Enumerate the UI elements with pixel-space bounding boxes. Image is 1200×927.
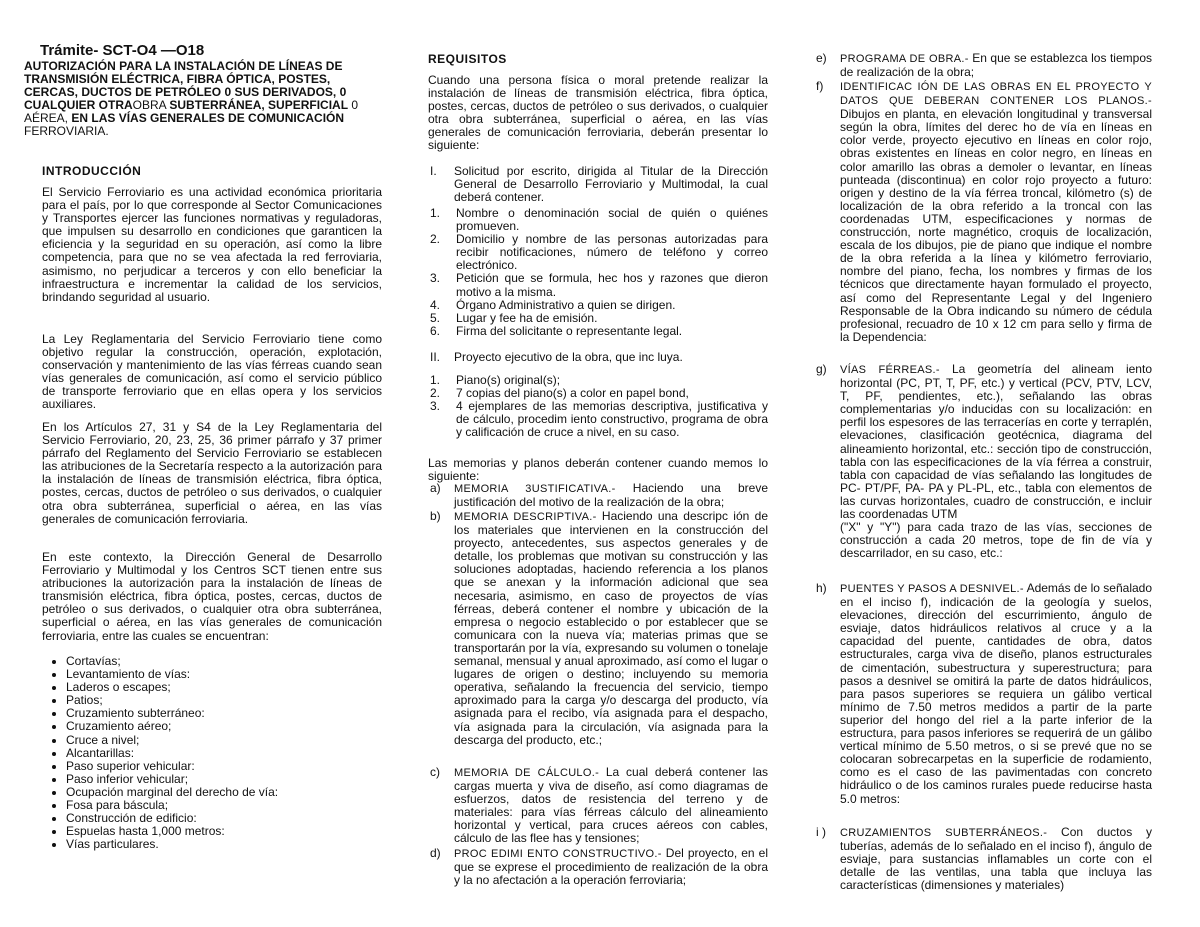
list-item: • Alcantarillas: bbox=[66, 747, 278, 760]
item-title: VÍAS FÉRREAS.- bbox=[840, 364, 940, 376]
list-item bbox=[422, 325, 768, 338]
requirement-list-1 bbox=[422, 207, 768, 338]
list-item: • Paso inferior vehicular; bbox=[66, 773, 278, 786]
intro-paragraph-1: El Servicio Ferroviario es una actividad económica prioritaria para el país, por lo que corresponde al Sector Comunicaciones y Transportes ejercer las funciones normativas y reguladoras, que impulsen su desarrollo en condiciones que garanticen la eficiencia y la seguridad en su operación, así como la libre competencia, para que no se vea afectada la red ferroviaria, asimismo, no perjudicar a terceros y con ello beneficiar la infraestructura e incrementar la calidad de los servicios, brindando seguridad al usuario. bbox=[42, 185, 382, 304]
list-text: Domicilio y nombre de las personas autorizadas para recibir notificaciones, número de teléfono y correo electrónico. bbox=[456, 232, 768, 273]
item-marker: i ) bbox=[816, 825, 826, 839]
requirement-roman-1 bbox=[430, 164, 768, 205]
memoria-justificativa bbox=[430, 481, 769, 510]
item-title: MEMORIA DESCRIPTIVA.- bbox=[454, 511, 597, 523]
item-marker: e) bbox=[816, 51, 827, 65]
requisitos-paragraph-1: Cuando una persona física o moral pretende realizar la instalación de líneas de transmisión eléctrica, fibra óptica, postes, cercas, ductos de petróleo o sus derivados, o cualquier otra obra subterránea, superficial o aérea, en las vías generales de comunicación ferroviaria, deberán presentar lo siguiente: bbox=[428, 73, 768, 153]
list-text: Lugar y fee ha de emisión. bbox=[456, 310, 598, 325]
document-heading bbox=[24, 60, 382, 139]
list-item: • Construcción de edificio: bbox=[66, 812, 278, 825]
item-text: La geometría del alineam iento horizontal (PC, PT, T, PF, etc.) y vertical (PCV, PTV, LCV, T, PF, pendientes, etc.), señalando las obras complementarias y/o inducidas con su localización: en perfil los espesores de las terracerías en corte y terraplén, elevaciones, clasificación geotécnica, diagrama del alineamiento horizontal, etc.: sección tipo de construcción, tabla con las especificaciones de la vía férrea a construir, tabla con capacidad de vías señalando las longitudes de PC- PT/PF, PA- PA y PL-PL, etc., tabla con elementos de las curvas horizontales, cuadro de construcción, e incluir las coordenadas UTM bbox=[840, 362, 1152, 522]
list-text: Firma del solicitante o representante legal. bbox=[456, 323, 683, 338]
list-item bbox=[422, 400, 768, 439]
roman-marker: II. bbox=[430, 350, 441, 364]
memoria-descriptiva bbox=[430, 509, 768, 747]
list-number: 6. bbox=[430, 323, 441, 338]
item-title: CRUZAMIENTOS SUBTERRÁNEOS.- bbox=[840, 827, 1048, 839]
list-item: • Vías particulares. bbox=[66, 838, 278, 851]
list-number: 3. bbox=[430, 399, 441, 414]
item-marker: f) bbox=[816, 79, 824, 93]
item-title: MEMORIA DE CÁLCULO.- bbox=[454, 767, 600, 779]
list-text: Órgano Administrativo a quien se dirigen. bbox=[456, 297, 676, 312]
list-text: Nombre o denominación social de quién o quiénes promueven. bbox=[456, 206, 768, 234]
item-marker: h) bbox=[816, 581, 827, 595]
list-text: 4 ejemplares de las memorias descriptiva, justificativa y de cálculo, procedim iento constructivo, programa de obra y calificación de cruce a nivel, en su caso. bbox=[456, 399, 768, 440]
programa-de-obra bbox=[816, 51, 1152, 80]
roman-text: Solicitud por escrito, dirigida al Titular de la Dirección General de Desarrollo Ferroviario y Multimodal, la cual deberá contener. bbox=[454, 164, 768, 205]
list-item: • Paso superior vehicular: bbox=[66, 760, 278, 773]
memoria-calculo bbox=[430, 765, 768, 846]
list-item: • Cruzamiento subterráneo: bbox=[66, 707, 278, 720]
intro-paragraph-3: En los Artículos 27, 31 y S4 de la Ley Reglamentaria del Servicio Ferroviario, 20, 23, 25, 36 primer párrafo y 37 primer párrafo del Reglamento del Servicio Ferroviario se establecen las atribuciones de la Secretaría respecto a la autorización para la instalación de líneas de transmisión eléctrica, fibra óptica, postes, cercas, ductos de petróleo o sus derivados, o cualquier otra obra subterránea, superficial o aérea, en las vías generales de comunicación ferroviaria. bbox=[42, 420, 382, 526]
list-item bbox=[422, 207, 768, 233]
list-item: • Cortavías; bbox=[66, 655, 278, 668]
list-text: Piano(s) original(s); bbox=[456, 373, 561, 387]
item-marker: d) bbox=[430, 846, 441, 860]
puentes-pasos-desnivel bbox=[816, 581, 1153, 806]
roman-marker: I. bbox=[430, 164, 437, 178]
intro-paragraph-2: La Ley Reglamentaria del Servicio Ferroviario tiene como objetivo regular la construcción, operación, explotación, conservación y mantenimiento de las vías férreas cuando sean vías generales de comunicación, así como el servicio público de transporte ferroviario que en ellas opera y los servicios auxiliares. bbox=[42, 332, 382, 412]
list-item bbox=[422, 272, 768, 298]
item-title: IDENTIFICAC IÓN DE LAS OBRAS EN EL PROYECTO Y DATOS QUE DEBERAN CONTENER LOS PLANOS.- bbox=[840, 81, 1152, 108]
item-text: En que se establezca los tiempos de realización de la obra; bbox=[840, 51, 1152, 80]
vias-ferreas bbox=[816, 362, 1152, 561]
list-number: 2. bbox=[430, 232, 441, 247]
requisitos-paragraph-2: Las memorias y planos deberán contener cuando memos lo siguiente: bbox=[428, 456, 768, 484]
item-marker: b) bbox=[430, 509, 441, 523]
item-text: Además de lo señalado en el inciso f), indicación de la geología y suelos, elevaciones, dirección del escurrimiento, ángulo de esviaje, datos hidráulicos relativos al cruce y a la capacidad del puente, cantidades de obra, datos estructurales, carga viva de diseño, planos estructurales de cimentación, subestructura y superestructura; para pasos a desnivel se omitirá la parte de datos hidráulicos, para pasos superiores se requiera un gálibo vertical mínimo de 7.50 metros medidos a partir de la parte superior del hongo del riel a la parte inferior de la estructura, para pasos inferiores se requerirá de un gálibo vertical mínimo de 5.50 metros, o si se prevé que no se colocaran sobrecarpetas en la superficie de rodamiento, como es el caso de las pavimentadas con concreto hidráulico o de los caminos rurales puede reducirse hasta 5.0 metros: bbox=[840, 581, 1153, 806]
heading-part-3: SUBTERRÁNEA, SUPERFICIAL bbox=[169, 98, 349, 113]
requirement-list-2 bbox=[422, 374, 768, 439]
list-number: 3. bbox=[430, 271, 441, 286]
item-text: La cual deberá contener las cargas muerta y viva de diseño, así como diagramas de esfuerzos, datos de resistencia del terreno y de materiales: para vías férreas cálculo del alineamiento horizontal y vertical, para cruces aéreos con cables, cálculo de las flee has y tensiones; bbox=[454, 765, 768, 846]
cruzamientos-subterraneos bbox=[816, 825, 1152, 893]
requirement-roman-2 bbox=[430, 350, 768, 364]
item-title: PROC EDIMI ENTO CONSTRUCTIVO.- bbox=[454, 848, 662, 860]
list-number: 1. bbox=[430, 206, 441, 220]
heading-part-2: OBRA bbox=[132, 98, 170, 113]
heading-part-5: EN LAS VÍAS GENERALES DE COMUNICACIÓN bbox=[71, 111, 345, 126]
item-marker: a) bbox=[430, 481, 441, 495]
heading-part-4: 0 AÉREA, bbox=[24, 98, 359, 126]
document-title: Trámite- SCT-O4 —O18 bbox=[40, 42, 205, 59]
list-item bbox=[422, 233, 768, 272]
list-text: Petición que se formula, hec hos y razones que dieron motivo a la misma. bbox=[456, 271, 768, 299]
list-text: 7 copias del piano(s) a color en papel bond, bbox=[456, 386, 689, 401]
intro-title: INTRODUCCIÓN bbox=[42, 164, 142, 178]
item-marker: c) bbox=[430, 765, 440, 779]
list-number: 5. bbox=[430, 310, 441, 325]
procedimiento-constructivo bbox=[430, 846, 768, 888]
vias-ferreas-continuation: ("X" y "Y") para cada trazo de las vías, secciones de construcción a cada 20 metros, tope de fin de vía y descarrilador, en su caso, etc.: bbox=[840, 520, 1152, 561]
roman-text: Proyecto ejecutivo de la obra, que inc luya. bbox=[454, 350, 683, 364]
heading-part-1: AUTORIZACIÓN PARA LA INSTALACIÓN DE LÍNEAS DE TRANSMISIÓN ELÉCTRICA, FIBRA ÓPTICA, POSTES, CERCAS, DUCTOS DE PETRÓLEO 0 SUS DERIVADOS, 0 CUALQUIER OTRA bbox=[24, 59, 347, 113]
list-item: • Fosa para báscula; bbox=[66, 799, 278, 812]
list-item: • Cruce a nivel; bbox=[66, 734, 278, 747]
list-item: • Levantamiento de vías: bbox=[66, 668, 278, 681]
item-text: Con ductos y tuberías, además de lo señalado en el inciso f), ángulo de esviaje, para sustancias inflamables un corte con el detalle de las ventilas, una tabla que incluya las características (dimensiones y materiales) bbox=[840, 825, 1152, 893]
intro-paragraph-4: En este contexto, la Dirección General de Desarrollo Ferroviario y Multimodal y los Centros SCT tienen entre sus atribuciones la autorización para la instalación de líneas de transmisión eléctrica, fibra óptica, postes, cercas, ductos de petróleo o sus derivados, o cualquier otra obra subterránea, superficial o aérea, en las vías generales de comunicación ferroviaria, entre las cuales se encuentran: bbox=[42, 550, 382, 643]
heading-part-6: FERROVIARIA. bbox=[24, 124, 109, 139]
list-number: 4. bbox=[430, 297, 441, 312]
list-item: • Espuelas hasta 1,000 metros: bbox=[66, 825, 278, 838]
list-item: • Ocupación marginal del derecho de vía: bbox=[66, 786, 278, 799]
works-list bbox=[46, 655, 278, 851]
item-text: Del proyecto, en el que se exprese el procedimiento de realización de la obra y la no afectación a la operación ferroviaria; bbox=[454, 846, 768, 888]
requisitos-title: REQUISITOS bbox=[428, 52, 507, 66]
identificacion-obras bbox=[816, 79, 1152, 344]
item-text: Haciendo una breve justificación del motivo de la realización de la obra; bbox=[454, 481, 769, 510]
item-marker: g) bbox=[816, 362, 827, 376]
item-title: PUENTES Y PASOS A DESNIVEL.- bbox=[840, 583, 1024, 595]
list-number: 1. bbox=[430, 373, 441, 387]
item-text: Haciendo una descripc ión de los materiales que intervienen en la construcción del proyecto, antecedentes, sus aspectos generales y de detalle, los problemas que motivan su construcción y las soluciones adoptadas, haciendo referencia a los planos que se anexan y la información adicional que sea necesaria, asimismo, en caso de proyectos de vías férreas, deberá contener el nombre y ubicación de la empresa o negocio establecido o por establecer que se comunicara con la nueva vía; materias primas que se transportarán por la vía, expresando su volumen o tonelaje semanal, mensual y anual aproximado, así como el lugar o lugares de origen o destino; incluyendo su memoria operativa, señalando la frecuencia del servicio, tiempo aproximado para la carga y/o descarga del producto, vía asignada para el recibo, vía asignada para el despacho, vía asignada para la circulación, vía asignada para la descarga del producto, etc.; bbox=[454, 509, 768, 747]
list-number: 2. bbox=[430, 386, 441, 401]
item-title: PROGRAMA DE OBRA.- bbox=[840, 53, 969, 65]
item-text: Dibujos en planta, en elevación longitudinal y transversal según la obra, límites del derec ho de vía en líneas en color verde, proyecto ejecutivo en líneas en color rojo, obras existentes en líneas en color negro, en líneas en color amarillo las obras a demoler o levantar, en líneas punteada (discontinua) en color rojo proyecto a futuro: origen y destino de la vía férrea troncal, kilómetro (s) de localización de la obra referido a la troncal con las coordenadas UTM, especificaciones y normas de construcción, norte magnético, croquis de localización, escala de los dibujos, pie de piano que indique el nombre de la obra referida a la línea y kilómetro ferroviario, nombre del piano, fecha, los nombres y firmas de los técnicos que directamente hayan formulado el proyecto, así como del Representante Legal y del Ingeniero Responsable de la Obra indicando su número de cédula profesional, recuadro de 10 x 12 cm para sello y firma de la Dependencia: bbox=[840, 107, 1152, 344]
item-title: MEMORIA 3USTIFICATIVA.- bbox=[454, 483, 616, 495]
list-item: • Laderos o escapes; bbox=[66, 681, 278, 694]
list-item: • Cruzamiento aéreo; bbox=[66, 720, 278, 733]
list-item: • Patios; bbox=[66, 694, 278, 707]
